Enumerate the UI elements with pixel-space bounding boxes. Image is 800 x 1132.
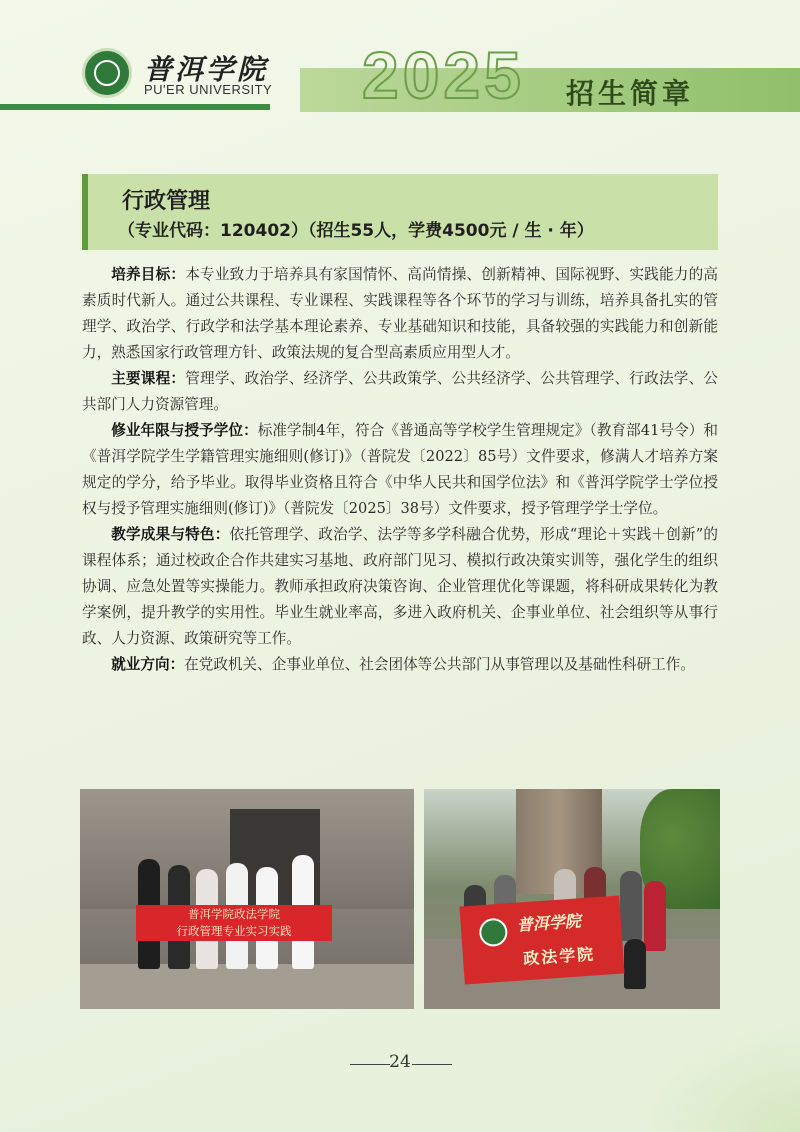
section-main-courses: 主要课程：管理学、政治学、经济学、公共政策学、公共经济学、公共管理学、行政法学、公共部门人力资源管理。 — [82, 370, 718, 413]
section-career: 就业方向：在党政机关、企事业单位、社会团体等公共部门从事管理以及基础性科研工作。 — [111, 656, 695, 673]
section-achievements: 教学成果与特色：依托管理学、政治学、法学等多学科融合优势，形成“理论＋实践＋创新”的课程体系；通过校政企合作共建实习基地、政府部门见习、模拟行政决策实训等，强化学生的组织协调、应急处置等实操能力。教师承担政府决策咨询、企业管理优化等课题，将科研成果转化为教学案例，提升教学的实用性。毕业生就业率高，多进入政府机关、企事业单位、社会组织等从事行政、人力资源、政策研究等工作。 — [82, 526, 718, 647]
school-logo — [82, 48, 132, 98]
page-number: 24 — [389, 1052, 411, 1072]
year-outline-text: 2025 — [362, 38, 525, 112]
major-description — [82, 262, 718, 678]
school-emblem-icon — [478, 917, 508, 947]
section-duration-degree: 修业年限与授予学位：标准学制4年，符合《普通高等学校学生管理规定》（教育部41号令）和《普洱学院学生学籍管理实施细则(修订)》（普院发〔2022〕85号）文件要求，修满人才培养方案规定的学分，给予毕业。取得毕业资格且符合《中华人民共和国学位法》和《普洱学院学士学位授权与授予管理实施细则(修订)》（普院发〔2025〕38号）文件要求，授予管理学学士学位。 — [82, 422, 718, 517]
major-title-box — [82, 174, 718, 250]
corner-decoration — [640, 1022, 800, 1132]
department-flag: 普洱学院 政法学院 — [459, 896, 624, 985]
internship-banner: 普洱学院政法学院 行政管理专业实习实践 — [136, 905, 332, 941]
major-info: （专业代码：120402）（招生55人，学费4500元 / 生 · 年） — [118, 221, 594, 241]
brochure-title: 招生简章 — [566, 77, 695, 110]
school-name-cn: 普洱学院 — [144, 53, 269, 86]
school-name-en: PU'ER UNIVERSITY — [144, 82, 273, 97]
photo-internship-group — [80, 789, 414, 1009]
header-divider — [0, 104, 270, 110]
page-number-rule-right — [412, 1064, 452, 1065]
section-training-goal: 培养目标：本专业致力于培养具有家国情怀、高尚情操、创新精神、国际视野、实践能力的高素质时代新人。通过公共课程、专业课程、实践课程等各个环节的学习与训练，培养具备扎实的管理学、政治学、行政学和法学基本理论素养、专业基础知识和技能，具备较强的实践能力和创新能力，熟悉国家行政管理方针、政策法规的复合型高素质应用型人才。 — [82, 266, 718, 361]
photo-department-group — [424, 789, 720, 1009]
major-name: 行政管理 — [122, 189, 211, 214]
